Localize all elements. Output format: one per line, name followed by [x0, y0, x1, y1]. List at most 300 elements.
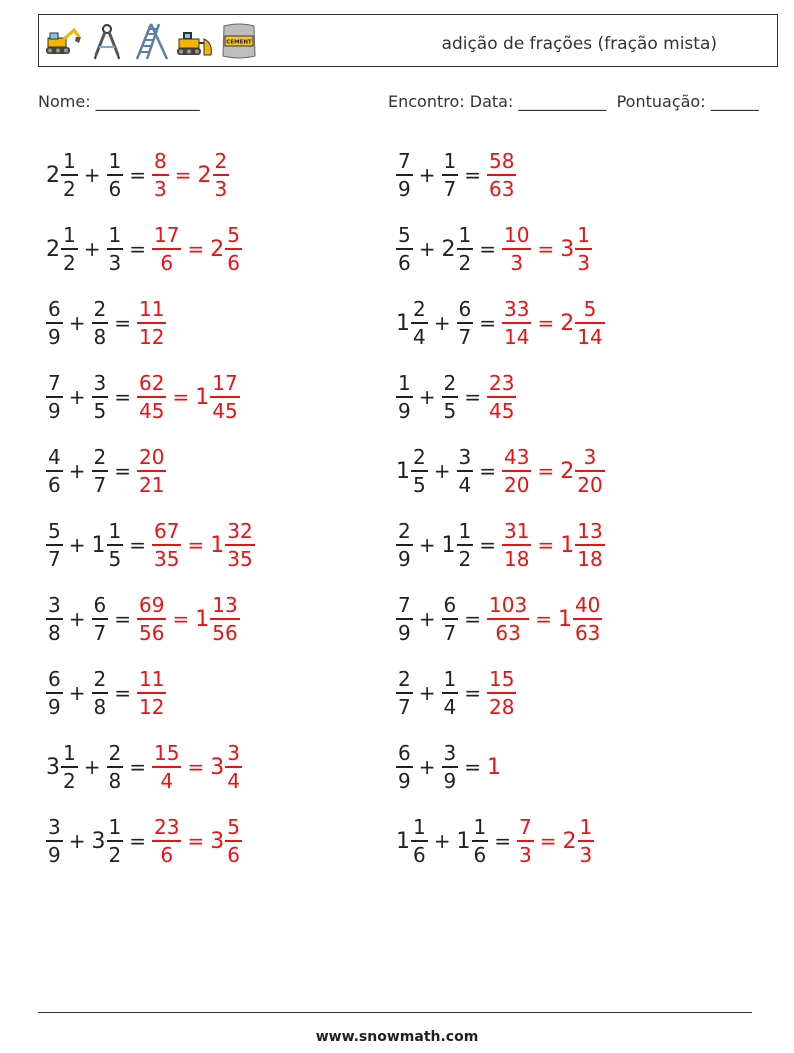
fraction [457, 444, 474, 498]
answer-fraction [152, 814, 181, 868]
answer-mixed [563, 814, 595, 868]
denominator: 12 [139, 694, 165, 719]
equals-sign: = [464, 607, 481, 631]
whole-number: 1 [557, 606, 572, 632]
denominator: 9 [398, 768, 411, 793]
numerator: 20 [139, 445, 165, 470]
denominator: 7 [398, 694, 411, 719]
equals-sign: = [479, 237, 496, 261]
plus-sign: + [83, 163, 101, 187]
answer-whole: 1 [487, 754, 501, 780]
whole-number: 2 [210, 236, 225, 262]
numerator: 1 [63, 741, 76, 766]
fraction [442, 592, 459, 646]
equals-sign: = [129, 755, 146, 779]
plus-sign: + [433, 311, 451, 335]
addend-2 [442, 370, 459, 424]
addend-2 [92, 444, 109, 498]
problem-row [396, 360, 516, 434]
denominator: 7 [443, 176, 457, 201]
fraction [442, 666, 459, 720]
problem-row [46, 434, 166, 508]
numerator: 1 [63, 149, 76, 174]
numerator: 2 [398, 519, 411, 544]
addend-1 [396, 296, 428, 350]
denominator: 7 [443, 620, 457, 645]
fraction [107, 222, 124, 276]
problem-expression [396, 370, 516, 424]
equals-sign: = [129, 533, 146, 557]
denominator: 2 [108, 842, 122, 867]
denominator: 2 [63, 768, 76, 793]
numerator: 2 [413, 297, 426, 322]
denominator: 8 [93, 324, 107, 349]
plus-sign: + [68, 459, 86, 483]
answer-mixed [560, 222, 592, 276]
answer-fraction [137, 444, 166, 498]
numerator: 6 [48, 667, 61, 692]
problem-row [396, 656, 516, 730]
fraction [225, 740, 242, 794]
problem-expression [46, 444, 166, 498]
denominator: 9 [398, 176, 411, 201]
fraction [457, 518, 474, 572]
addend-1 [396, 370, 413, 424]
whole-number: 1 [456, 828, 471, 854]
problem-row [396, 582, 602, 656]
whole-number: 1 [195, 606, 210, 632]
problem-expression [46, 518, 255, 572]
equals-sign: = [464, 385, 481, 409]
answer-fraction [137, 370, 166, 424]
denominator: 6 [413, 842, 426, 867]
equals-sign: = [187, 829, 205, 853]
fraction [46, 666, 63, 720]
numerator: 15 [489, 667, 515, 692]
addend-1 [46, 444, 63, 498]
addend-1 [46, 222, 78, 276]
answer-mixed [195, 370, 239, 424]
denominator: 2 [458, 250, 472, 275]
plus-sign: + [83, 237, 101, 261]
problem-expression [396, 592, 602, 646]
denominator: 4 [413, 324, 426, 349]
problem-row [396, 730, 501, 804]
denominator: 5 [93, 398, 107, 423]
fraction [152, 814, 181, 868]
addend-1 [46, 296, 63, 350]
denominator: 28 [489, 694, 515, 719]
numerator: 58 [489, 149, 515, 174]
numerator: 23 [154, 815, 180, 840]
fraction [487, 666, 516, 720]
whole-number: 1 [396, 458, 410, 484]
denominator: 6 [160, 842, 174, 867]
bulldozer-icon [175, 21, 215, 61]
fraction [575, 296, 604, 350]
fraction [92, 592, 109, 646]
addend-1 [46, 518, 63, 572]
equals-sign: = [129, 829, 146, 853]
equals-sign: = [174, 163, 192, 187]
numerator: 6 [458, 297, 472, 322]
numerator: 69 [139, 593, 165, 618]
problem-row [46, 582, 240, 656]
addend-1 [396, 666, 413, 720]
fraction [225, 222, 242, 276]
fraction [517, 814, 534, 868]
answer-mixed [198, 148, 230, 202]
denominator: 9 [398, 398, 411, 423]
numerator: 62 [139, 371, 165, 396]
ladder-icon [131, 21, 171, 61]
numerator: 33 [504, 297, 530, 322]
whole-number: 2 [560, 310, 575, 336]
problem-row [46, 730, 242, 804]
whole-number: 1 [396, 828, 410, 854]
numerator: 1 [108, 519, 122, 544]
numerator: 13 [577, 519, 603, 544]
addend-2 [442, 666, 459, 720]
denominator: 6 [473, 842, 487, 867]
denominator: 12 [139, 324, 165, 349]
answer-fraction [152, 222, 181, 276]
addend-2 [457, 814, 489, 868]
fraction [472, 814, 489, 868]
denominator: 2 [63, 250, 76, 275]
numerator: 1 [108, 149, 122, 174]
numerator: 1 [443, 667, 457, 692]
denominator: 3 [214, 176, 228, 201]
problem-expression [46, 740, 242, 794]
addend-1 [46, 666, 63, 720]
addend-1 [396, 740, 413, 794]
numerator: 6 [398, 741, 411, 766]
problem-expression [46, 370, 240, 424]
denominator: 21 [139, 472, 165, 497]
equals-sign: = [114, 607, 131, 631]
denominator: 6 [108, 176, 122, 201]
numerator: 3 [48, 815, 61, 840]
denominator: 4 [227, 768, 240, 793]
footer-url: www.snowmath.com [315, 1029, 479, 1045]
fraction [396, 666, 413, 720]
denominator: 6 [398, 250, 411, 275]
numerator: 3 [93, 371, 107, 396]
fraction [137, 370, 166, 424]
equals-sign: = [479, 459, 496, 483]
answer-fraction [152, 518, 181, 572]
numerator: 2 [398, 667, 411, 692]
numerator: 17 [212, 371, 238, 396]
answer-fraction [487, 148, 516, 202]
fraction [396, 370, 413, 424]
numerator: 13 [212, 593, 238, 618]
numerator: 15 [154, 741, 180, 766]
denominator: 7 [458, 324, 472, 349]
addend-2 [442, 222, 474, 276]
whole-number: 1 [441, 532, 456, 558]
fraction [578, 814, 595, 868]
problem-expression [46, 592, 240, 646]
fraction [396, 222, 413, 276]
denominator: 8 [48, 620, 61, 645]
numerator: 2 [93, 445, 107, 470]
fraction [575, 518, 604, 572]
addend-2 [92, 592, 109, 646]
numerator: 3 [227, 741, 240, 766]
problem-row [46, 656, 166, 730]
fraction [137, 444, 166, 498]
denominator: 4 [160, 768, 174, 793]
denominator: 56 [139, 620, 165, 645]
problem-row [46, 286, 166, 360]
numerator: 17 [154, 223, 180, 248]
equals-sign: = [537, 311, 555, 335]
fraction [92, 444, 109, 498]
answer-mixed [210, 222, 242, 276]
denominator: 7 [48, 546, 61, 571]
equals-sign: = [494, 829, 511, 853]
whole-number: 2 [562, 828, 577, 854]
fraction [107, 518, 124, 572]
equals-sign: = [535, 607, 552, 631]
compass-icon [87, 21, 127, 61]
plus-sign: + [418, 237, 436, 261]
denominator: 7 [93, 472, 107, 497]
problem-row [396, 212, 592, 286]
numerator: 1 [443, 149, 457, 174]
fraction [411, 814, 428, 868]
plus-sign: + [418, 163, 436, 187]
fraction [152, 518, 181, 572]
denominator: 18 [577, 546, 603, 571]
addend-2 [442, 592, 459, 646]
plus-sign: + [68, 311, 86, 335]
numerator: 7 [398, 149, 411, 174]
equals-sign: = [187, 237, 205, 261]
fraction [137, 666, 166, 720]
denominator: 6 [227, 842, 240, 867]
denominator: 5 [108, 546, 122, 571]
denominator: 3 [577, 250, 590, 275]
problem-row [46, 138, 229, 212]
worksheet-title: adição de frações (fração mista) [441, 34, 717, 54]
denominator: 20 [504, 472, 530, 497]
equals-sign: = [464, 163, 481, 187]
plus-sign: + [68, 533, 86, 557]
denominator: 35 [227, 546, 253, 571]
problem-expression [396, 296, 605, 350]
problem-row [396, 508, 605, 582]
equals-sign: = [114, 385, 131, 409]
numerator: 6 [443, 593, 457, 618]
denominator: 35 [154, 546, 180, 571]
answer-fraction [137, 666, 166, 720]
numerator: 5 [227, 815, 240, 840]
equals-sign: = [479, 311, 496, 335]
answer-fraction [517, 814, 534, 868]
addend-1 [396, 222, 413, 276]
answer-mixed [560, 518, 604, 572]
answer-mixed [210, 814, 242, 868]
whole-number: 3 [210, 754, 225, 780]
problem-row [396, 434, 605, 508]
denominator: 6 [48, 472, 61, 497]
addend-2 [442, 518, 474, 572]
icon-strip [43, 21, 259, 61]
fraction [152, 148, 169, 202]
answer-fraction [152, 740, 181, 794]
numerator: 7 [398, 593, 411, 618]
fraction [92, 666, 109, 720]
fraction [152, 740, 181, 794]
denominator: 20 [577, 472, 603, 497]
problem-row [396, 804, 594, 878]
answer-fraction [487, 370, 516, 424]
fraction [225, 518, 254, 572]
answer-mixed [560, 296, 604, 350]
denominator: 3 [579, 842, 593, 867]
addend-1 [396, 814, 428, 868]
numerator: 5 [398, 223, 411, 248]
numerator: 1 [458, 223, 472, 248]
fraction [213, 148, 230, 202]
answer-fraction [152, 148, 169, 202]
denominator: 18 [504, 546, 530, 571]
denominator: 2 [458, 546, 472, 571]
answer-fraction [487, 592, 529, 646]
addend-2 [92, 518, 124, 572]
fraction [396, 518, 413, 572]
answer-fraction [137, 296, 166, 350]
fraction [502, 222, 531, 276]
equals-sign: = [129, 237, 146, 261]
fraction [502, 444, 531, 498]
answer-fraction [502, 444, 531, 498]
fraction [411, 296, 428, 350]
answer-fraction [502, 296, 531, 350]
numerator: 43 [504, 445, 530, 470]
plus-sign: + [418, 385, 436, 409]
fraction [46, 518, 63, 572]
fraction [575, 444, 604, 498]
fraction [210, 592, 239, 646]
answer-fraction [137, 592, 166, 646]
equals-sign: = [479, 533, 496, 557]
denominator: 45 [489, 398, 515, 423]
numerator: 23 [489, 371, 515, 396]
denominator: 45 [212, 398, 238, 423]
plus-sign: + [68, 681, 86, 705]
fraction [396, 148, 413, 202]
fraction [92, 296, 109, 350]
whole-number: 3 [91, 828, 106, 854]
fraction [152, 222, 181, 276]
addend-2 [107, 740, 124, 794]
numerator: 1 [398, 371, 411, 396]
equals-sign: = [114, 459, 131, 483]
denominator: 63 [489, 176, 515, 201]
fraction [573, 592, 602, 646]
denominator: 2 [63, 176, 76, 201]
addend-2 [107, 148, 124, 202]
problem-row [46, 508, 255, 582]
denominator: 4 [458, 472, 472, 497]
numerator: 7 [48, 371, 61, 396]
fraction [502, 518, 531, 572]
answer-mixed [558, 592, 602, 646]
excavator-icon [43, 21, 83, 61]
equals-sign: = [537, 459, 555, 483]
svg-text:CEMENT: CEMENT [226, 39, 252, 46]
fraction [225, 814, 242, 868]
denominator: 6 [160, 250, 174, 275]
plus-sign: + [418, 607, 436, 631]
denominator: 45 [139, 398, 165, 423]
numerator: 5 [227, 223, 240, 248]
numerator: 1 [473, 815, 487, 840]
addend-2 [92, 666, 109, 720]
fraction [457, 296, 474, 350]
fraction [502, 296, 531, 350]
numerator: 32 [227, 519, 253, 544]
answer-mixed [210, 518, 254, 572]
whole-number: 1 [195, 384, 210, 410]
addend-2 [457, 296, 474, 350]
numerator: 2 [93, 297, 107, 322]
numerator: 8 [154, 149, 167, 174]
numerator: 1 [108, 223, 122, 248]
denominator: 8 [108, 768, 122, 793]
denominator: 14 [504, 324, 530, 349]
fraction [457, 222, 474, 276]
denominator: 3 [108, 250, 122, 275]
fraction [411, 444, 428, 498]
denominator: 9 [48, 694, 61, 719]
fraction [107, 148, 124, 202]
problem-row [46, 804, 242, 878]
fraction [107, 814, 124, 868]
denominator: 9 [398, 620, 411, 645]
numerator: 67 [154, 519, 180, 544]
denominator: 9 [48, 842, 61, 867]
answer-mixed [560, 444, 604, 498]
problem-row [396, 138, 516, 212]
addend-1 [396, 444, 428, 498]
fraction [46, 370, 63, 424]
numerator: 2 [443, 371, 457, 396]
fraction [61, 222, 78, 276]
denominator: 56 [212, 620, 238, 645]
addend-2 [92, 814, 124, 868]
fraction [137, 296, 166, 350]
date-score-field: Encontro: Data: ___________ Pontuação: ______ [388, 92, 759, 111]
denominator: 8 [93, 694, 107, 719]
equals-sign: = [172, 385, 190, 409]
numerator: 2 [93, 667, 107, 692]
problem-row [396, 286, 605, 360]
problem-expression [396, 518, 605, 572]
problem-expression [396, 444, 605, 498]
denominator: 7 [93, 620, 107, 645]
numerator: 11 [139, 297, 165, 322]
fraction [46, 444, 63, 498]
problem-expression [396, 222, 592, 276]
whole-number: 3 [46, 754, 60, 780]
fraction [442, 370, 459, 424]
numerator: 3 [48, 593, 61, 618]
